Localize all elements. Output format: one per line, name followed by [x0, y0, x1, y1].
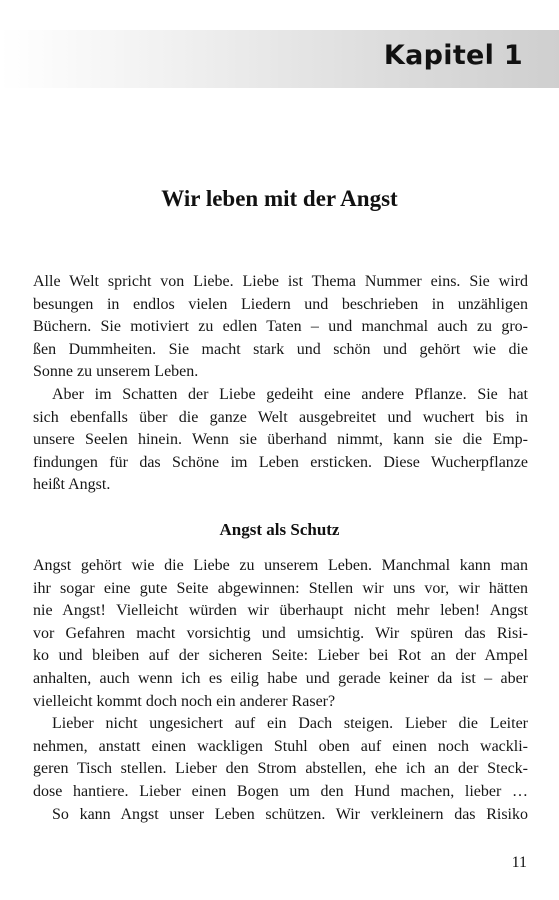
paragraph-block-angst-als-schutz — [33, 555, 528, 826]
section-heading: Angst als Schutz — [219, 520, 340, 539]
text-line: So kann Angst unser Leben schützen. Wir verkleinern das Risiko — [52, 805, 528, 823]
text-line: besungen in endlos vielen Liedern und beschrieben in unzähligen — [33, 295, 528, 313]
text-line: Lieber nicht ungesichert auf ein Dach steigen. Lieber die Leiter — [52, 715, 528, 733]
text-line: Büchern. Sie motiviert zu edlen Taten – und manchmal auch zu gro- — [33, 318, 528, 336]
chapter-title: Wir leben mit der Angst — [161, 186, 398, 211]
text-line: geren Tisch stellen. Lieber den Strom abstellen, ehe ich an der Steck- — [33, 760, 528, 778]
chapter-label: Kapitel 1 — [383, 40, 523, 71]
text-line: Aber im Schatten der Liebe gedeiht eine andere Pflanze. Sie hat — [52, 385, 528, 403]
text-line: Sonne zu unserem Leben. — [33, 363, 199, 381]
text-line: anhalten, auch wenn ich es eilig habe und gerade keiner da ist – aber — [33, 669, 528, 687]
text-line: ihr sogar eine gute Seite abgewinnen: Stellen wir uns vor, wir hätten — [33, 579, 528, 597]
text-line: vor Gefahren macht vorsichtig und umsichtig. Wir spüren das Risi- — [33, 624, 528, 642]
text-line: sich ebenfalls über die ganze Welt ausgebreitet und wuchert bis in — [33, 408, 528, 426]
page-number: 11 — [511, 854, 527, 871]
text-line: ßen Dummheiten. Sie macht stark und schön und gehört wie die — [33, 340, 528, 358]
text-line: nie Angst! Vielleicht würden wir überhaupt nicht mehr leben! Angst — [33, 602, 528, 620]
text-line: vielleicht kommt doch noch ein anderer Raser? — [33, 692, 336, 710]
text-line: heißt Angst. — [33, 476, 111, 494]
text-line: Angst gehört wie die Liebe zu unserem Leben. Manchmal kann man — [33, 557, 528, 574]
paragraph-block-intro — [33, 271, 528, 497]
text-line: Alle Welt spricht von Liebe. Liebe ist Thema Nummer eins. Sie wird — [33, 273, 528, 290]
text-line: ko und bleiben auf der sicheren Seite: Lieber bei Rot an der Ampel — [33, 647, 528, 665]
text-line: unsere Seelen hinein. Wenn sie überhand nimmt, kann sie die Emp- — [33, 431, 528, 449]
text-line: findungen für das Schöne im Leben ersticken. Diese Wucherpflanze — [33, 453, 528, 471]
text-line: nehmen, anstatt einen wackligen Stuhl oben auf einen noch wackli- — [33, 737, 528, 755]
text-line: dose hantiere. Lieber einen Bogen um den Hund machen, lieber … — [33, 782, 528, 800]
